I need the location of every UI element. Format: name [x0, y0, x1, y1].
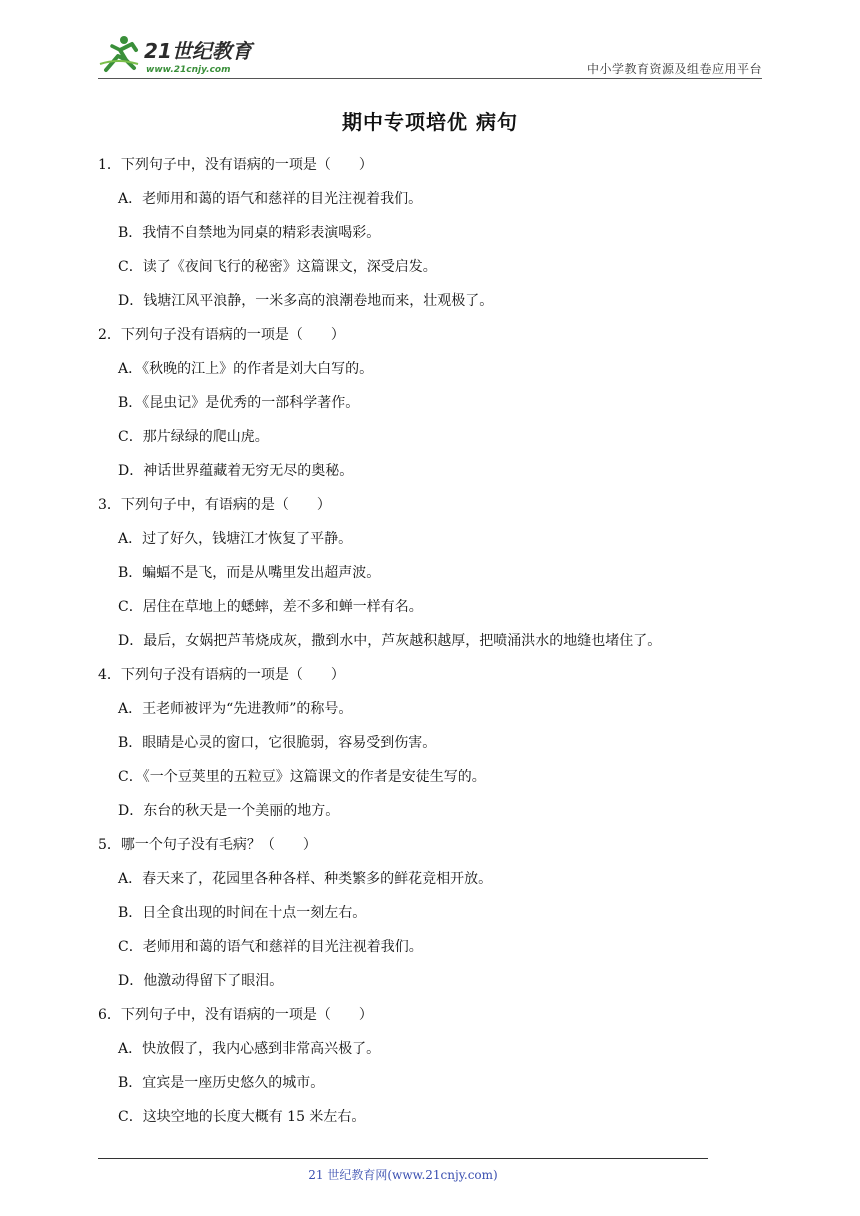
question-stem: 3．下列句子中，有语病的是（ ） — [98, 497, 331, 513]
logo-text: 21世纪教育 — [144, 39, 252, 63]
question-stem: 6．下列句子中，没有语病的一项是（ ） — [98, 1007, 373, 1023]
option-b: B．蝙蝠不是飞，而是从嘴里发出超声波。 — [118, 565, 381, 581]
question-stem: 1．下列句子中，没有语病的一项是（ ） — [98, 157, 373, 173]
question-stem: 4．下列句子没有语病的一项是（ ） — [98, 667, 345, 683]
option-c: C．这块空地的长度大概有 15 米左右。 — [118, 1109, 366, 1125]
question-stem: 2．下列句子没有语病的一项是（ ） — [98, 327, 345, 343]
question-stem: 5．哪一个句子没有毛病？（ ） — [98, 837, 317, 853]
logo-url: www.21cnjy.com — [146, 65, 231, 75]
option-a: A．《秋晚的江上》的作者是刘大白写的。 — [118, 361, 374, 377]
option-a: A．快放假了，我内心感到非常高兴极了。 — [118, 1041, 381, 1057]
footer-divider — [98, 1158, 708, 1159]
21cnjy-logo — [98, 30, 278, 78]
question-6 — [98, 998, 798, 1134]
question-list — [98, 148, 798, 1134]
option-a: A．老师用和蔼的语气和慈祥的目光注视着我们。 — [118, 191, 423, 207]
question-4 — [98, 658, 798, 828]
option-a: A．过了好久，钱塘江才恢复了平静。 — [118, 531, 353, 547]
option-b: B．眼睛是心灵的窗口，它很脆弱，容易受到伤害。 — [118, 735, 437, 751]
option-c: C．居住在草地上的蟋蟀，差不多和蝉一样有名。 — [118, 599, 423, 615]
runner-icon — [100, 36, 138, 70]
option-d: D．钱塘江风平浪静，一米多高的浪潮卷地而来，壮观极了。 — [118, 293, 494, 309]
question-3 — [98, 488, 798, 658]
option-c: C．读了《夜间飞行的秘密》这篇课文，深受启发。 — [118, 259, 437, 275]
option-c: C．老师用和蔼的语气和慈祥的目光注视着我们。 — [118, 939, 423, 955]
option-d: D．最后，女娲把芦苇烧成灰，撒到水中，芦灰越积越厚，把喷涌洪水的地缝也堵住了。 — [118, 633, 662, 649]
option-c: C．《一个豆荚里的五粒豆》这篇课文的作者是安徒生写的。 — [118, 769, 486, 785]
option-d: D．神话世界蕴藏着无穷无尽的奥秘。 — [118, 463, 354, 479]
option-a: A．春天来了，花园里各种各样、种类繁多的鲜花竞相开放。 — [118, 871, 493, 887]
option-a: A．王老师被评为“先进教师”的称号。 — [118, 701, 353, 717]
option-d: D．他激动得留下了眼泪。 — [118, 973, 284, 989]
question-5 — [98, 828, 798, 998]
page-title: 期中专项培优 病句 — [342, 110, 518, 134]
footer-text: 21 世纪教育网(www.21cnjy.com) — [308, 1168, 498, 1182]
platform-label: 中小学教育资源及组卷应用平台 — [586, 62, 762, 76]
option-b: B．我情不自禁地为同桌的精彩表演喝彩。 — [118, 225, 381, 241]
question-2 — [98, 318, 798, 488]
option-b: B．《昆虫记》是优秀的一部科学著作。 — [118, 395, 360, 411]
header-divider — [98, 78, 762, 79]
option-c: C．那片绿绿的爬山虎。 — [118, 429, 269, 445]
page-header — [98, 30, 762, 78]
option-b: B．日全食出现的时间在十点一刻左右。 — [118, 905, 367, 921]
option-b: B．宜宾是一座历史悠久的城市。 — [118, 1075, 325, 1091]
option-d: D．东台的秋天是一个美丽的地方。 — [118, 803, 340, 819]
question-1 — [98, 148, 798, 318]
